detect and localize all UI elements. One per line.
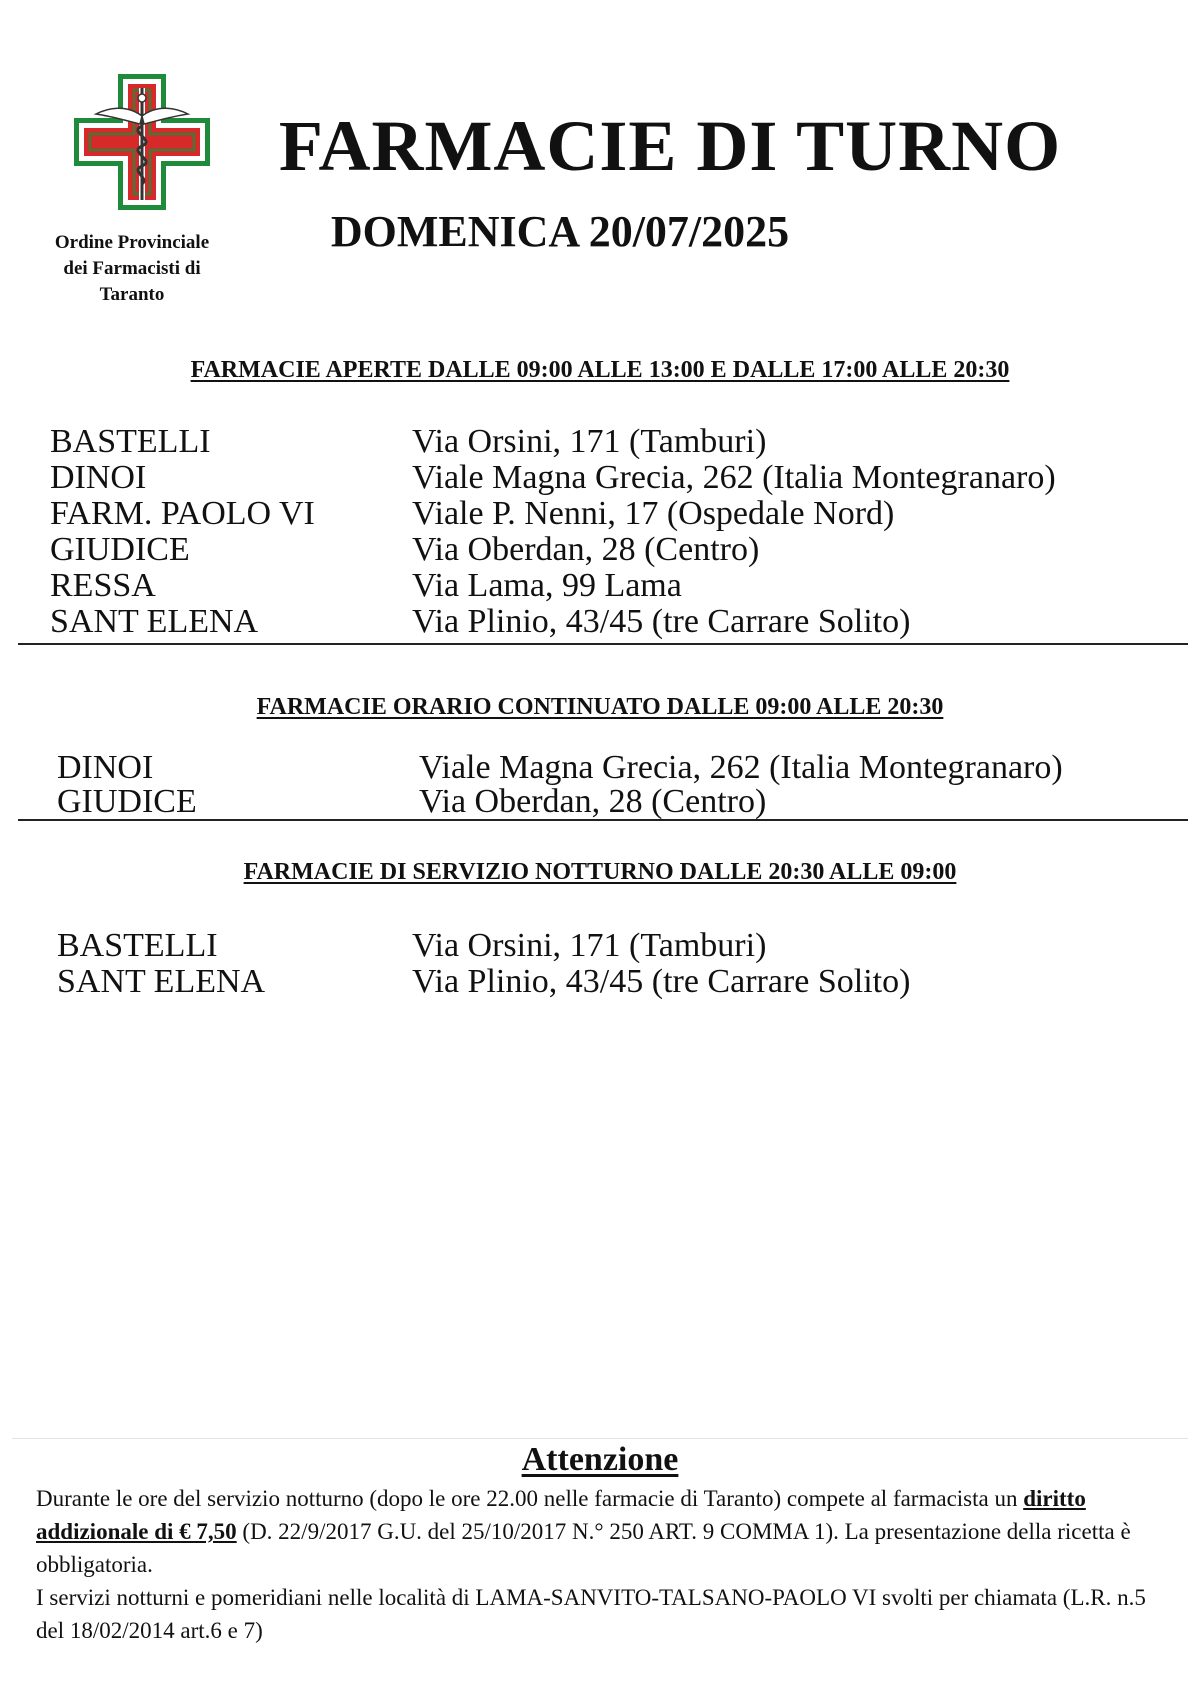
- pharmacy-name: GIUDICE: [50, 531, 190, 568]
- pharmacy-address: Via Plinio, 43/45 (tre Carrare Solito): [412, 963, 911, 1000]
- notice-title: Attenzione: [521, 1441, 679, 1478]
- notice-divider: [12, 1438, 1188, 1439]
- page-title: FARMACIE DI TURNO: [278, 106, 1062, 186]
- list-item: [50, 424, 1180, 460]
- list-item: [57, 964, 1177, 1000]
- pharmacy-address: Via Orsini, 171 (Tamburi): [412, 927, 767, 964]
- list-item: [50, 496, 1180, 532]
- notice-body: [36, 1482, 1176, 1647]
- org-line-2: dei Farmacisti di: [63, 258, 201, 279]
- list-item: [50, 568, 1180, 604]
- org-line-1: Ordine Provinciale: [54, 232, 210, 253]
- org-line-3: Taranto: [99, 284, 165, 305]
- list-item: [50, 604, 1180, 640]
- pharmacy-name: RESSA: [50, 567, 156, 604]
- pharmacy-address: Via Orsini, 171 (Tamburi): [412, 423, 767, 460]
- pharmacy-address: Via Lama, 99 Lama: [412, 567, 682, 604]
- divider: [18, 819, 1188, 821]
- notice-paragraph-1: [36, 1482, 1176, 1581]
- list-item: [50, 532, 1180, 568]
- notice-fee: diritto addizionale di € 7,50: [36, 1486, 1086, 1544]
- pharmacy-name: SANT ELENA: [57, 963, 266, 1000]
- pharmacy-name: DINOI: [57, 749, 154, 786]
- pharmacy-name: BASTELLI: [50, 423, 211, 460]
- notice-text: Durante le ore del servizio notturno (dopo le ore 22.00 nelle farmacie di Taranto) compete al farmacista un: [36, 1486, 1024, 1511]
- pharmacy-name: DINOI: [50, 459, 147, 496]
- pharmacy-address: Via Plinio, 43/45 (tre Carrare Solito): [412, 603, 911, 640]
- section-heading-night-service: FARMACIE DI SERVIZIO NOTTURNO DALLE 20:30 ALLE 09:00: [243, 859, 957, 885]
- page-date: DOMENICA 20/07/2025: [330, 207, 790, 256]
- pharmacy-address: Viale Magna Grecia, 262 (Italia Montegranaro): [419, 749, 1063, 786]
- list-item: [57, 928, 1177, 964]
- notice-text: (D. 22/9/2017 G.U. del 25/10/2017 N.° 250 ART. 9 COMMA 1). La presentazione della ricetta è obbligatoria.: [36, 1519, 1131, 1577]
- pharmacy-name: BASTELLI: [57, 927, 218, 964]
- pharmacy-cross-caduceus-icon: [74, 74, 210, 210]
- notice-paragraph-2: I servizi notturni e pomeridiani nelle località di LAMA-SANVITO-TALSANO-PAOLO VI svolti per chiamata (L.R. n.5 del 18/02/2014 art.6 e 7): [36, 1585, 1146, 1643]
- list-item: [57, 750, 1177, 786]
- pharmacy-address: Viale Magna Grecia, 262 (Italia Montegranaro): [412, 459, 1056, 496]
- pharmacy-name: FARM. PAOLO VI: [50, 495, 315, 532]
- pharmacy-address: Via Oberdan, 28 (Centro): [412, 531, 760, 568]
- section-heading-open-hours: FARMACIE APERTE DALLE 09:00 ALLE 13:00 E DALLE 17:00 ALLE 20:30: [190, 357, 1010, 383]
- list-item: [50, 460, 1180, 496]
- pharmacy-name: SANT ELENA: [50, 603, 259, 640]
- pharmacy-address: Viale P. Nenni, 17 (Ospedale Nord): [412, 495, 895, 532]
- section-heading-continuous-hours: FARMACIE ORARIO CONTINUATO DALLE 09:00 ALLE 20:30: [256, 694, 944, 720]
- pharmacy-name: GIUDICE: [57, 783, 197, 820]
- list-item: [57, 784, 1177, 820]
- divider: [18, 643, 1188, 645]
- pharmacy-address: Via Oberdan, 28 (Centro): [419, 783, 767, 820]
